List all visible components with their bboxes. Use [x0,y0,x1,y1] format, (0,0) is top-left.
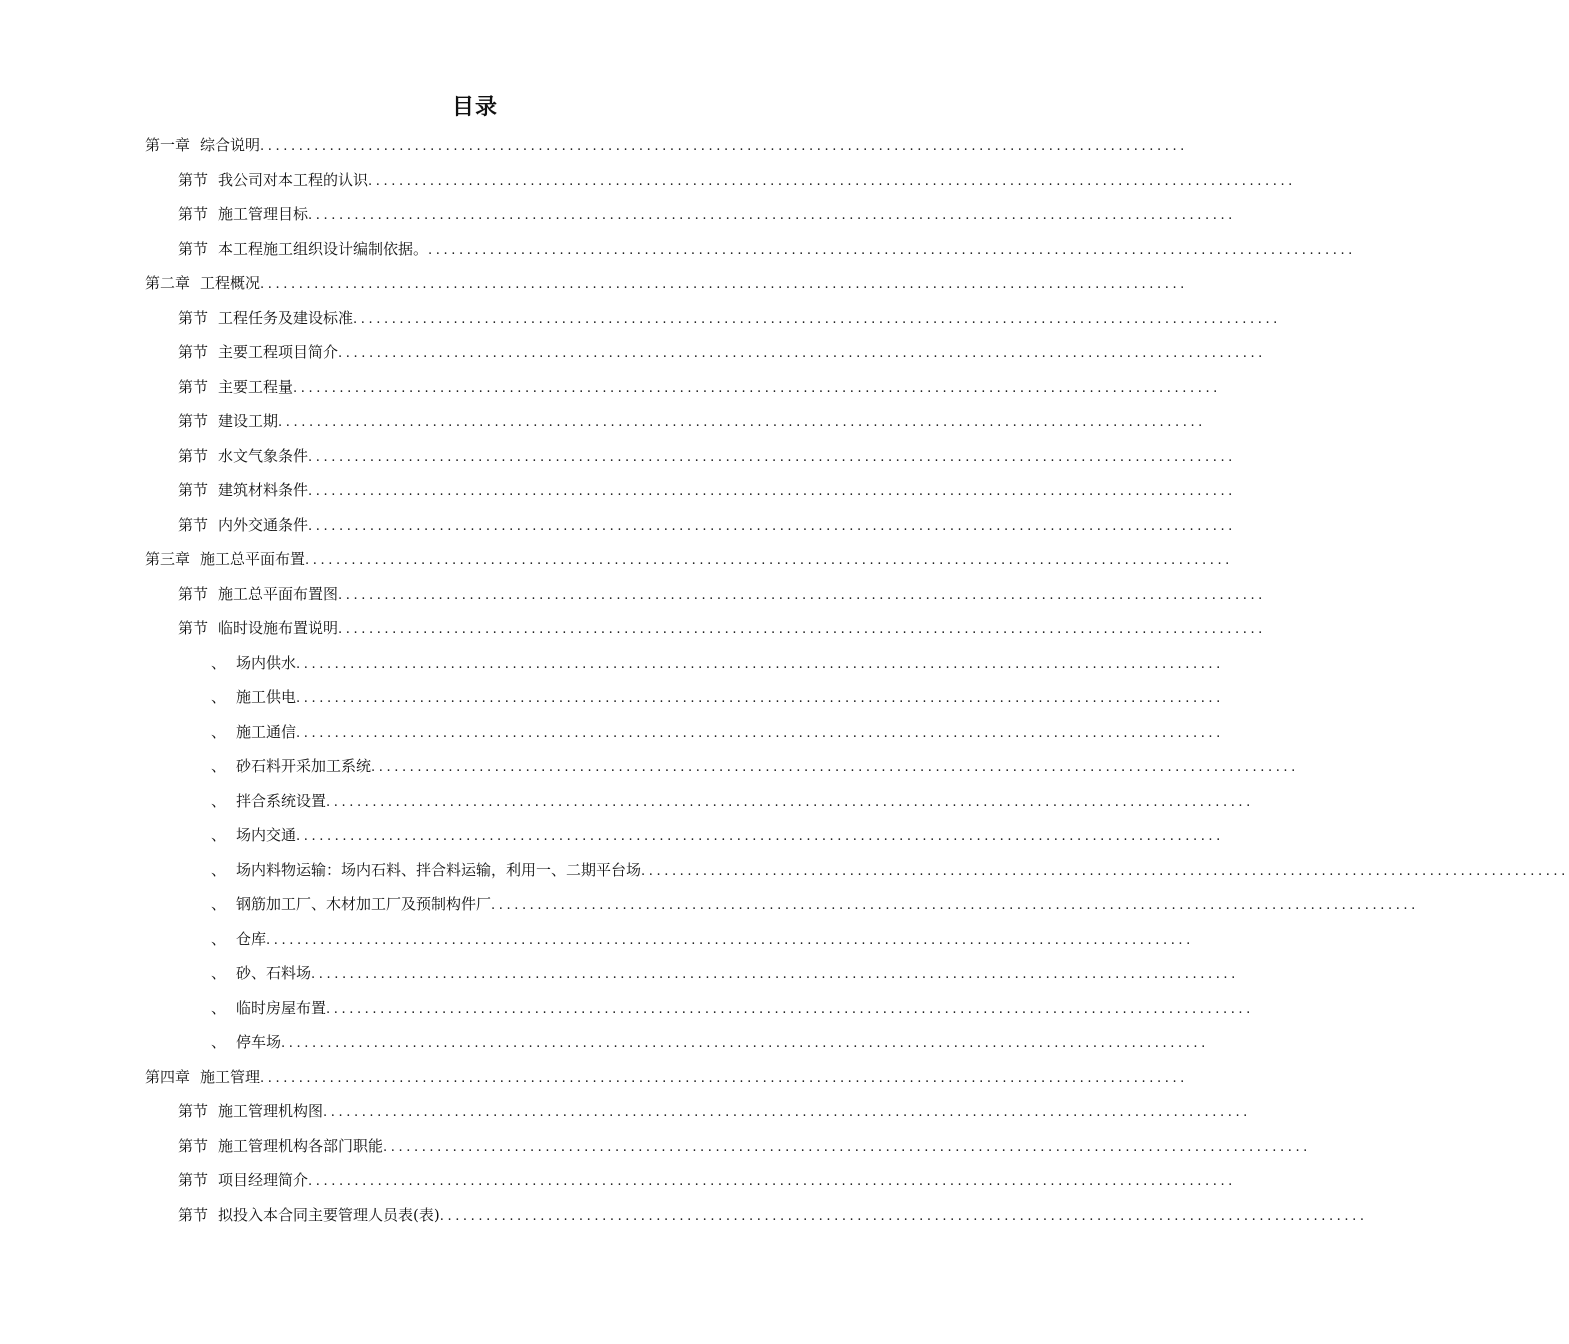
toc-entry-prefix: 第节 [178,1171,209,1189]
toc-section-entry[interactable] [145,1198,1368,1233]
toc-section-entry[interactable] [145,301,1281,336]
toc-entry-prefix: 第四章 [145,1067,191,1086]
toc-dot-leader: ........................................................................................................................ [278,415,1206,430]
toc-dot-leader: ........................................................................................................................ [296,656,1224,672]
toc-dot-leader: ........................................................................................................................ [338,587,1266,603]
toc-subitem-entry[interactable] [145,646,1224,681]
toc-entry-label: 建设工期 [218,412,279,430]
toc-entry-label: 砂、石料场 [236,964,312,982]
toc-subitem-entry[interactable] [145,818,1224,853]
toc-entry-label: 工程概况 [200,274,261,292]
page-title: 目录 [451,95,498,120]
toc-entry-label: 施工管理目标 [218,205,309,223]
toc-subitem-entry[interactable] [145,956,1239,991]
toc-entry-prefix: 第节 [178,619,209,637]
toc-subitem-entry[interactable] [145,922,1194,957]
toc-entry-prefix: 第节 [178,1102,209,1120]
toc-entry-label: 停车场 [236,1033,282,1051]
toc-section-entry[interactable] [145,335,1266,370]
toc-chapter-entry[interactable] [145,542,1233,577]
toc-entry-prefix: 第节 [178,1136,209,1155]
toc-entry-label: 场内交通 [236,826,297,844]
toc-dot-leader: ........................................................................................................................ [641,863,1569,879]
toc-entry-prefix: 第节 [178,205,209,223]
toc-subitem-entry[interactable] [145,991,1254,1026]
toc-chapter-entry[interactable] [145,128,1188,163]
toc-subitem-entry[interactable] [145,784,1254,819]
toc-entry-prefix: 、 [211,964,227,982]
toc-entry-prefix: 第节 [178,481,209,499]
toc-section-entry[interactable] [145,1129,1311,1164]
toc-entry-label: 项目经理简介 [218,1171,309,1189]
toc-entry-label: 场内料物运输：场内石料、拌合料运输，利用一、二期平台场 [236,860,642,879]
toc-entry-label: 拌合系统设置 [236,791,327,810]
toc-dot-leader: ........................................................................................................................ [326,794,1254,810]
toc-dot-leader: ........................................................................................................................ [281,1036,1209,1051]
toc-entry-label: 综合说明 [200,136,261,154]
toc-dot-leader: ........................................................................................................................ [305,553,1233,568]
toc-entry-prefix: 、 [211,653,227,672]
toc-entry-label: 砂石料开采加工系统 [236,757,372,775]
toc-entry-label: 临时设施布置说明 [218,619,339,637]
toc-section-entry[interactable] [145,232,1356,267]
toc-section-entry[interactable] [145,473,1236,508]
toc-entry-label: 主要工程项目简介 [218,343,339,361]
toc-entry-label: 本工程施工组织设计编制依据。 [218,239,429,258]
toc-subitem-entry[interactable] [145,749,1299,784]
toc-dot-leader: ........................................................................................................................ [308,1174,1236,1189]
toc-section-entry[interactable] [145,404,1206,439]
toc-entry-label: 水文气象条件 [218,446,309,465]
toc-chapter-entry[interactable] [145,1060,1188,1095]
toc-entry-label: 施工管理 [200,1067,261,1086]
toc-section-entry[interactable] [145,611,1266,646]
toc-entry-prefix: 第节 [178,308,209,327]
toc-section-entry[interactable] [145,197,1236,232]
toc-entry-prefix: 第节 [178,343,209,361]
table-of-contents [145,128,1569,1232]
toc-entry-prefix: 第节 [178,1205,209,1224]
toc-entry-prefix: 第三章 [145,550,191,568]
toc-dot-leader: ........................................................................................................................ [296,691,1224,706]
toc-entry-prefix: 、 [211,860,227,879]
toc-dot-leader: ........................................................................................................................ [308,208,1236,223]
toc-dot-leader: ........................................................................................................................ [296,725,1224,741]
toc-dot-leader: ........................................................................................................................ [266,932,1194,948]
toc-section-entry[interactable] [145,370,1221,405]
toc-entry-prefix: 、 [211,929,227,948]
toc-entry-label: 场内供水 [236,653,297,672]
toc-dot-leader: ........................................................................................................................ [311,967,1239,982]
toc-dot-leader: ........................................................................................................................ [296,829,1224,844]
toc-dot-leader: ........................................................................................................................ [260,139,1188,154]
toc-entry-prefix: 第二章 [145,274,191,292]
toc-entry-label: 临时房屋布置 [236,998,327,1017]
toc-entry-label: 主要工程量 [218,377,294,396]
toc-dot-leader: ........................................................................................................................ [308,449,1236,465]
toc-entry-label: 施工总平面布置 [200,550,306,568]
toc-section-entry[interactable] [145,1163,1236,1198]
toc-dot-leader: ........................................................................................................................ [383,1139,1311,1155]
toc-entry-prefix: 第节 [178,170,209,189]
toc-entry-label: 建筑材料条件 [218,481,309,499]
toc-dot-leader: ........................................................................................................................ [491,898,1419,913]
toc-entry-label: 拟投入本合同主要管理人员表(表) [218,1205,440,1224]
toc-dot-leader: ........................................................................................................................ [368,173,1296,189]
toc-entry-label: 仓库 [236,929,267,948]
toc-entry-prefix: 、 [211,791,227,810]
toc-entry-label: 施工管理机构各部门职能 [218,1136,384,1155]
toc-dot-leader: ........................................................................................................................ [353,311,1281,327]
toc-dot-leader: ........................................................................................................................ [308,484,1236,499]
toc-chapter-entry[interactable] [145,266,1188,301]
toc-dot-leader: ........................................................................................................................ [323,1105,1251,1120]
toc-entry-label: 我公司对本工程的认识 [218,170,369,189]
toc-subitem-entry[interactable] [145,680,1224,715]
toc-entry-label: 施工供电 [236,688,297,706]
toc-entry-label: 内外交通条件 [218,515,309,534]
toc-section-entry[interactable] [145,163,1296,198]
toc-dot-leader: ........................................................................................................................ [293,380,1221,396]
toc-entry-prefix: 第节 [178,412,209,430]
toc-entry-prefix: 第节 [178,446,209,465]
toc-entry-prefix: 、 [211,998,227,1017]
toc-subitem-entry[interactable] [145,887,1419,922]
toc-subitem-entry[interactable] [145,715,1224,750]
toc-entry-label: 施工管理机构图 [218,1102,324,1120]
toc-entry-prefix: 第节 [178,515,209,534]
toc-subitem-entry[interactable] [145,1025,1209,1060]
toc-dot-leader: ........................................................................................................................ [326,1001,1254,1017]
toc-entry-prefix: 、 [211,688,227,706]
toc-dot-leader: ........................................................................................................................ [260,277,1188,292]
toc-entry-prefix: 第节 [178,239,209,258]
toc-entry-label: 工程任务及建设标准 [218,308,354,327]
toc-section-entry[interactable] [145,577,1266,612]
toc-entry-prefix: 第节 [178,584,209,603]
toc-entry-label: 钢筋加工厂、木材加工厂及预制构件厂 [236,895,492,913]
toc-dot-leader: ........................................................................................................................ [428,242,1356,258]
toc-section-entry[interactable] [145,1094,1251,1129]
toc-dot-leader: ........................................................................................................................ [308,518,1236,534]
toc-subitem-entry[interactable] [145,853,1569,888]
toc-entry-prefix: 、 [211,1033,227,1051]
toc-entry-label: 施工总平面布置图 [218,584,339,603]
toc-dot-leader: ........................................................................................................................ [338,346,1266,361]
toc-entry-label: 施工通信 [236,722,297,741]
toc-entry-prefix: 第一章 [145,136,191,154]
toc-entry-prefix: 第节 [178,377,209,396]
toc-entry-prefix: 、 [211,826,227,844]
toc-section-entry[interactable] [145,439,1236,474]
toc-dot-leader: ........................................................................................................................ [439,1208,1368,1224]
toc-dot-leader: ........................................................................................................................ [338,622,1266,637]
toc-dot-leader: ........................................................................................................................ [371,760,1299,775]
toc-entry-prefix: 、 [211,722,227,741]
toc-entry-prefix: 、 [211,757,227,775]
toc-section-entry[interactable] [145,508,1236,543]
toc-entry-prefix: 、 [211,895,227,913]
toc-dot-leader: ........................................................................................................................ [260,1070,1188,1086]
